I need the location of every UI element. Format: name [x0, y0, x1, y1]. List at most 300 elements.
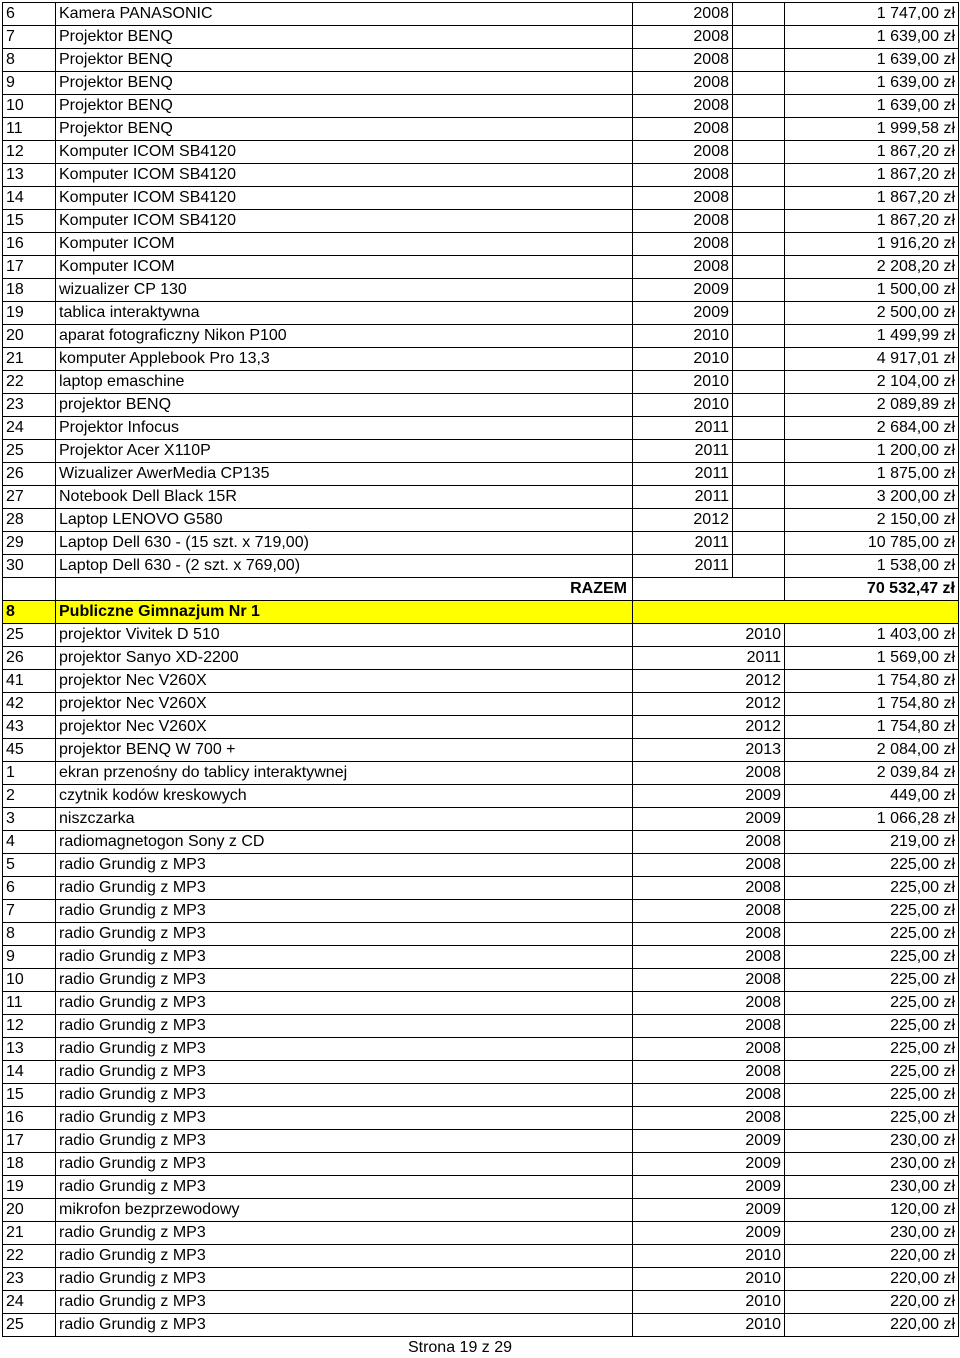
- table-row: [3, 1015, 959, 1038]
- table-row: [3, 210, 959, 233]
- table-row: [3, 1268, 959, 1291]
- item-name: mikrofon bezprzewodowy: [56, 1199, 633, 1222]
- item-amount: 1 403,00 zł: [785, 624, 959, 647]
- spacer-cell: [633, 762, 733, 785]
- spacer-cell: [633, 992, 733, 1015]
- item-name: Komputer ICOM SB4120: [56, 141, 633, 164]
- spacer-cell: [733, 394, 785, 417]
- item-number: 5: [3, 854, 56, 877]
- item-year: 2008: [633, 3, 733, 26]
- item-amount: 3 200,00 zł: [785, 486, 959, 509]
- table-row: [3, 279, 959, 302]
- table-row: [3, 1291, 959, 1314]
- table-row: [3, 509, 959, 532]
- item-name: radio Grundig z MP3: [56, 923, 633, 946]
- item-year: 2010: [733, 1314, 785, 1337]
- table-row: [3, 1176, 959, 1199]
- table-row: [3, 1130, 959, 1153]
- item-name: projektor BENQ: [56, 394, 633, 417]
- table-row: [3, 187, 959, 210]
- item-amount: 225,00 zł: [785, 1107, 959, 1130]
- item-number: 25: [3, 1314, 56, 1337]
- item-amount: 225,00 zł: [785, 1061, 959, 1084]
- table-row: [3, 992, 959, 1015]
- table-row: [3, 1084, 959, 1107]
- item-year: 2011: [633, 417, 733, 440]
- table-row: [3, 233, 959, 256]
- table-row: [3, 532, 959, 555]
- item-year: 2008: [633, 72, 733, 95]
- table-row: [3, 808, 959, 831]
- spacer-cell: [633, 877, 733, 900]
- item-amount: 4 917,01 zł: [785, 348, 959, 371]
- item-amount: 1 916,20 zł: [785, 233, 959, 256]
- item-amount: 10 785,00 zł: [785, 532, 959, 555]
- item-amount: 1 569,00 zł: [785, 647, 959, 670]
- item-year: 2010: [733, 1268, 785, 1291]
- table-row: [3, 716, 959, 739]
- item-amount: 1 867,20 zł: [785, 187, 959, 210]
- table-row: [3, 1038, 959, 1061]
- table-row: [3, 95, 959, 118]
- item-year: 2008: [733, 1084, 785, 1107]
- spacer-cell: [633, 1176, 733, 1199]
- table-row: [3, 923, 959, 946]
- table-row: [3, 486, 959, 509]
- table-row: [3, 394, 959, 417]
- item-name: Komputer ICOM: [56, 256, 633, 279]
- spacer-cell: [633, 785, 733, 808]
- total-row-group: [3, 578, 959, 624]
- table-row: [3, 348, 959, 371]
- item-year: 2010: [633, 348, 733, 371]
- item-year: 2012: [733, 716, 785, 739]
- item-amount: 220,00 zł: [785, 1314, 959, 1337]
- item-amount: 225,00 zł: [785, 946, 959, 969]
- table-row: [3, 440, 959, 463]
- item-number: 13: [3, 164, 56, 187]
- item-amount: 225,00 zł: [785, 854, 959, 877]
- item-year: 2010: [633, 394, 733, 417]
- table-row: [3, 49, 959, 72]
- spacer-cell: [733, 325, 785, 348]
- spacer-cell: [733, 49, 785, 72]
- item-amount: 1 867,20 zł: [785, 141, 959, 164]
- item-number: 4: [3, 831, 56, 854]
- item-number: 15: [3, 1084, 56, 1107]
- item-name: Kamera PANASONIC: [56, 3, 633, 26]
- item-number: 42: [3, 693, 56, 716]
- page-number: Strona 19 z 29: [407, 1339, 513, 1356]
- item-year: 2012: [733, 670, 785, 693]
- item-year: 2011: [633, 463, 733, 486]
- spacer-cell: [733, 141, 785, 164]
- item-name: niszczarka: [56, 808, 633, 831]
- table-row: [3, 624, 959, 647]
- spacer-cell: [733, 302, 785, 325]
- spacer-cell: [633, 624, 733, 647]
- item-name: Komputer ICOM SB4120: [56, 164, 633, 187]
- item-number: 13: [3, 1038, 56, 1061]
- table-row: [3, 1199, 959, 1222]
- item-number: 7: [3, 900, 56, 923]
- item-name: projektor Nec V260X: [56, 693, 633, 716]
- item-name: laptop emaschine: [56, 371, 633, 394]
- item-name: Komputer ICOM SB4120: [56, 210, 633, 233]
- item-number: 41: [3, 670, 56, 693]
- item-year: 2010: [633, 371, 733, 394]
- spacer-cell: [633, 739, 733, 762]
- item-amount: 2 039,84 zł: [785, 762, 959, 785]
- item-number: 30: [3, 555, 56, 578]
- item-amount: 2 150,00 zł: [785, 509, 959, 532]
- item-year: 2008: [733, 900, 785, 923]
- table-row: [3, 739, 959, 762]
- item-number: 10: [3, 969, 56, 992]
- item-amount: 1 747,00 zł: [785, 3, 959, 26]
- item-name: Projektor BENQ: [56, 49, 633, 72]
- item-name: Laptop Dell 630 - (15 szt. x 719,00): [56, 532, 633, 555]
- item-name: radio Grundig z MP3: [56, 969, 633, 992]
- item-year: 2008: [633, 256, 733, 279]
- item-number: 6: [3, 877, 56, 900]
- item-name: Projektor BENQ: [56, 118, 633, 141]
- item-name: radio Grundig z MP3: [56, 1245, 633, 1268]
- item-number: 7: [3, 26, 56, 49]
- spacer-cell: [733, 187, 785, 210]
- table-row: [3, 72, 959, 95]
- item-name: radio Grundig z MP3: [56, 1314, 633, 1337]
- item-year: 2008: [733, 1038, 785, 1061]
- item-amount: 225,00 zł: [785, 900, 959, 923]
- item-amount: 1 999,58 zł: [785, 118, 959, 141]
- item-amount: 120,00 zł: [785, 1199, 959, 1222]
- spacer-cell: [633, 716, 733, 739]
- table-row: [3, 371, 959, 394]
- item-amount: 1 639,00 zł: [785, 95, 959, 118]
- item-name: radio Grundig z MP3: [56, 1061, 633, 1084]
- item-name: wizualizer CP 130: [56, 279, 633, 302]
- item-amount: 2 684,00 zł: [785, 417, 959, 440]
- item-number: 23: [3, 394, 56, 417]
- table-row: [3, 302, 959, 325]
- item-year: 2008: [733, 1015, 785, 1038]
- table-row: [3, 1107, 959, 1130]
- item-name: Projektor BENQ: [56, 95, 633, 118]
- item-number: 11: [3, 118, 56, 141]
- item-amount: 2 208,20 zł: [785, 256, 959, 279]
- spacer-cell: [633, 854, 733, 877]
- section-number: 8: [3, 601, 56, 624]
- table-row: [3, 693, 959, 716]
- spacer-cell: [733, 371, 785, 394]
- item-name: radio Grundig z MP3: [56, 1038, 633, 1061]
- item-number: 28: [3, 509, 56, 532]
- item-number: 16: [3, 233, 56, 256]
- item-year: 2008: [633, 95, 733, 118]
- table-row: [3, 877, 959, 900]
- item-year: 2012: [633, 509, 733, 532]
- section-spacer-cell: [633, 601, 959, 624]
- spacer-cell: [733, 463, 785, 486]
- total-amount: 70 532,47 zł: [785, 578, 959, 601]
- spacer-cell: [733, 164, 785, 187]
- item-number: 24: [3, 1291, 56, 1314]
- item-number: 18: [3, 279, 56, 302]
- item-amount: 1 500,00 zł: [785, 279, 959, 302]
- total-label: RAZEM: [56, 578, 633, 601]
- spacer-cell: [633, 1061, 733, 1084]
- item-name: komputer Applebook Pro 13,3: [56, 348, 633, 371]
- item-number: 29: [3, 532, 56, 555]
- item-year: 2008: [733, 762, 785, 785]
- item-name: projektor BENQ W 700 +: [56, 739, 633, 762]
- spacer-cell: [633, 647, 733, 670]
- spacer-cell: [633, 1038, 733, 1061]
- item-name: radio Grundig z MP3: [56, 1107, 633, 1130]
- item-number: 45: [3, 739, 56, 762]
- item-number: 3: [3, 808, 56, 831]
- item-year: 2009: [733, 785, 785, 808]
- spacer-cell: [633, 1015, 733, 1038]
- table-row: [3, 417, 959, 440]
- inventory-table: [2, 2, 959, 1337]
- item-name: radio Grundig z MP3: [56, 1176, 633, 1199]
- table-row: [3, 555, 959, 578]
- item-number: 21: [3, 348, 56, 371]
- item-number: 17: [3, 1130, 56, 1153]
- table-row: [3, 141, 959, 164]
- item-name: Komputer ICOM SB4120: [56, 187, 633, 210]
- item-year: 2008: [733, 831, 785, 854]
- item-amount: 1 639,00 zł: [785, 26, 959, 49]
- item-year: 2008: [633, 164, 733, 187]
- table-row: [3, 26, 959, 49]
- item-year: 2008: [633, 187, 733, 210]
- item-number: 6: [3, 3, 56, 26]
- item-amount: 225,00 zł: [785, 1015, 959, 1038]
- spacer-cell: [733, 95, 785, 118]
- item-name: radio Grundig z MP3: [56, 1291, 633, 1314]
- spacer-cell: [633, 946, 733, 969]
- spacer-cell: [633, 1199, 733, 1222]
- item-year: 2010: [733, 624, 785, 647]
- spacer-cell: [733, 233, 785, 256]
- item-year: 2011: [733, 647, 785, 670]
- item-amount: 1 200,00 zł: [785, 440, 959, 463]
- item-number: 19: [3, 1176, 56, 1199]
- table-row: [3, 325, 959, 348]
- item-amount: 219,00 zł: [785, 831, 959, 854]
- table-row: [3, 1153, 959, 1176]
- item-amount: 1 867,20 zł: [785, 164, 959, 187]
- item-number: 25: [3, 440, 56, 463]
- item-year: 2009: [733, 1199, 785, 1222]
- table-row: [3, 463, 959, 486]
- table-row: [3, 256, 959, 279]
- item-number: 9: [3, 72, 56, 95]
- item-year: 2011: [633, 555, 733, 578]
- item-number: 8: [3, 923, 56, 946]
- item-name: czytnik kodów kreskowych: [56, 785, 633, 808]
- item-name: radio Grundig z MP3: [56, 1130, 633, 1153]
- item-number: 10: [3, 95, 56, 118]
- item-amount: 225,00 zł: [785, 877, 959, 900]
- item-year: 2008: [733, 969, 785, 992]
- table-row: [3, 647, 959, 670]
- item-amount: 1 639,00 zł: [785, 49, 959, 72]
- item-name: radio Grundig z MP3: [56, 1222, 633, 1245]
- item-number: 9: [3, 946, 56, 969]
- item-name: Komputer ICOM: [56, 233, 633, 256]
- item-year: 2012: [733, 693, 785, 716]
- item-year: 2009: [733, 808, 785, 831]
- item-year: 2009: [733, 1222, 785, 1245]
- table-row: [3, 3, 959, 26]
- item-number: 11: [3, 992, 56, 1015]
- item-name: Projektor BENQ: [56, 26, 633, 49]
- item-amount: 1 499,99 zł: [785, 325, 959, 348]
- item-year: 2008: [633, 210, 733, 233]
- item-name: projektor Nec V260X: [56, 670, 633, 693]
- item-amount: 2 084,00 zł: [785, 739, 959, 762]
- item-year: 2008: [733, 877, 785, 900]
- item-number: 12: [3, 1015, 56, 1038]
- item-number: 43: [3, 716, 56, 739]
- section-header-row: [3, 601, 959, 624]
- table-row: [3, 118, 959, 141]
- spacer-cell: [633, 923, 733, 946]
- table-row: [3, 1222, 959, 1245]
- item-name: projektor Vivitek D 510: [56, 624, 633, 647]
- item-number: 14: [3, 1061, 56, 1084]
- total-spacer-cell: [3, 578, 56, 601]
- section-title: Publiczne Gimnazjum Nr 1: [56, 601, 633, 624]
- item-amount: 220,00 zł: [785, 1291, 959, 1314]
- item-amount: 225,00 zł: [785, 923, 959, 946]
- item-number: 19: [3, 302, 56, 325]
- item-year: 2011: [633, 532, 733, 555]
- item-year: 2010: [633, 325, 733, 348]
- item-name: projektor Sanyo XD-2200: [56, 647, 633, 670]
- item-number: 15: [3, 210, 56, 233]
- item-year: 2008: [633, 141, 733, 164]
- item-amount: 449,00 zł: [785, 785, 959, 808]
- spacer-cell: [633, 1268, 733, 1291]
- item-year: 2009: [633, 279, 733, 302]
- item-year: 2008: [633, 118, 733, 141]
- item-name: radio Grundig z MP3: [56, 877, 633, 900]
- spacer-cell: [633, 1222, 733, 1245]
- item-name: aparat fotograficzny Nikon P100: [56, 325, 633, 348]
- item-amount: 225,00 zł: [785, 992, 959, 1015]
- item-amount: 225,00 zł: [785, 1038, 959, 1061]
- table-row: [3, 670, 959, 693]
- spacer-cell: [633, 693, 733, 716]
- table-row: [3, 900, 959, 923]
- item-number: 1: [3, 762, 56, 785]
- item-year: 2009: [633, 302, 733, 325]
- item-name: radio Grundig z MP3: [56, 1015, 633, 1038]
- table-row: [3, 762, 959, 785]
- spacer-cell: [633, 1245, 733, 1268]
- item-number: 26: [3, 463, 56, 486]
- table-row: [3, 831, 959, 854]
- item-number: 14: [3, 187, 56, 210]
- spacer-cell: [733, 210, 785, 233]
- total-spacer-cell: [633, 578, 785, 601]
- spacer-cell: [633, 1314, 733, 1337]
- total-row: [3, 578, 959, 601]
- item-name: radio Grundig z MP3: [56, 900, 633, 923]
- item-number: 18: [3, 1153, 56, 1176]
- item-year: 2010: [733, 1291, 785, 1314]
- item-name: radio Grundig z MP3: [56, 1268, 633, 1291]
- spacer-cell: [633, 1291, 733, 1314]
- item-year: 2008: [633, 26, 733, 49]
- item-year: 2008: [633, 49, 733, 72]
- item-amount: 1 754,80 zł: [785, 716, 959, 739]
- item-name: radio Grundig z MP3: [56, 992, 633, 1015]
- item-name: radio Grundig z MP3: [56, 1084, 633, 1107]
- spacer-cell: [633, 1107, 733, 1130]
- item-number: 8: [3, 49, 56, 72]
- item-number: 20: [3, 325, 56, 348]
- item-number: 17: [3, 256, 56, 279]
- item-number: 20: [3, 1199, 56, 1222]
- item-year: 2010: [733, 1245, 785, 1268]
- item-amount: 225,00 zł: [785, 969, 959, 992]
- item-year: 2011: [633, 440, 733, 463]
- spacer-cell: [633, 831, 733, 854]
- item-year: 2009: [733, 1153, 785, 1176]
- item-number: 27: [3, 486, 56, 509]
- spacer-cell: [633, 900, 733, 923]
- item-amount: 230,00 zł: [785, 1130, 959, 1153]
- item-amount: 1 639,00 zł: [785, 72, 959, 95]
- item-name: tablica interaktywna: [56, 302, 633, 325]
- item-amount: 1 875,00 zł: [785, 463, 959, 486]
- item-number: 25: [3, 624, 56, 647]
- item-amount: 1 754,80 zł: [785, 693, 959, 716]
- item-name: Laptop LENOVO G580: [56, 509, 633, 532]
- item-amount: 2 104,00 zł: [785, 371, 959, 394]
- item-amount: 220,00 zł: [785, 1268, 959, 1291]
- item-name: Wizualizer AwerMedia CP135: [56, 463, 633, 486]
- item-year: 2013: [733, 739, 785, 762]
- table-row: [3, 969, 959, 992]
- table-row: [3, 164, 959, 187]
- item-name: Projektor BENQ: [56, 72, 633, 95]
- item-name: radio Grundig z MP3: [56, 854, 633, 877]
- spacer-cell: [733, 279, 785, 302]
- item-amount: 1 867,20 zł: [785, 210, 959, 233]
- spacer-cell: [633, 1130, 733, 1153]
- item-amount: 1 066,28 zł: [785, 808, 959, 831]
- item-number: 21: [3, 1222, 56, 1245]
- item-amount: 225,00 zł: [785, 1084, 959, 1107]
- item-amount: 230,00 zł: [785, 1176, 959, 1199]
- spacer-cell: [633, 808, 733, 831]
- spacer-cell: [733, 532, 785, 555]
- item-number: 23: [3, 1268, 56, 1291]
- spacer-cell: [633, 1153, 733, 1176]
- item-amount: 2 089,89 zł: [785, 394, 959, 417]
- table-row: [3, 785, 959, 808]
- item-number: 22: [3, 371, 56, 394]
- item-year: 2008: [733, 992, 785, 1015]
- item-amount: 230,00 zł: [785, 1222, 959, 1245]
